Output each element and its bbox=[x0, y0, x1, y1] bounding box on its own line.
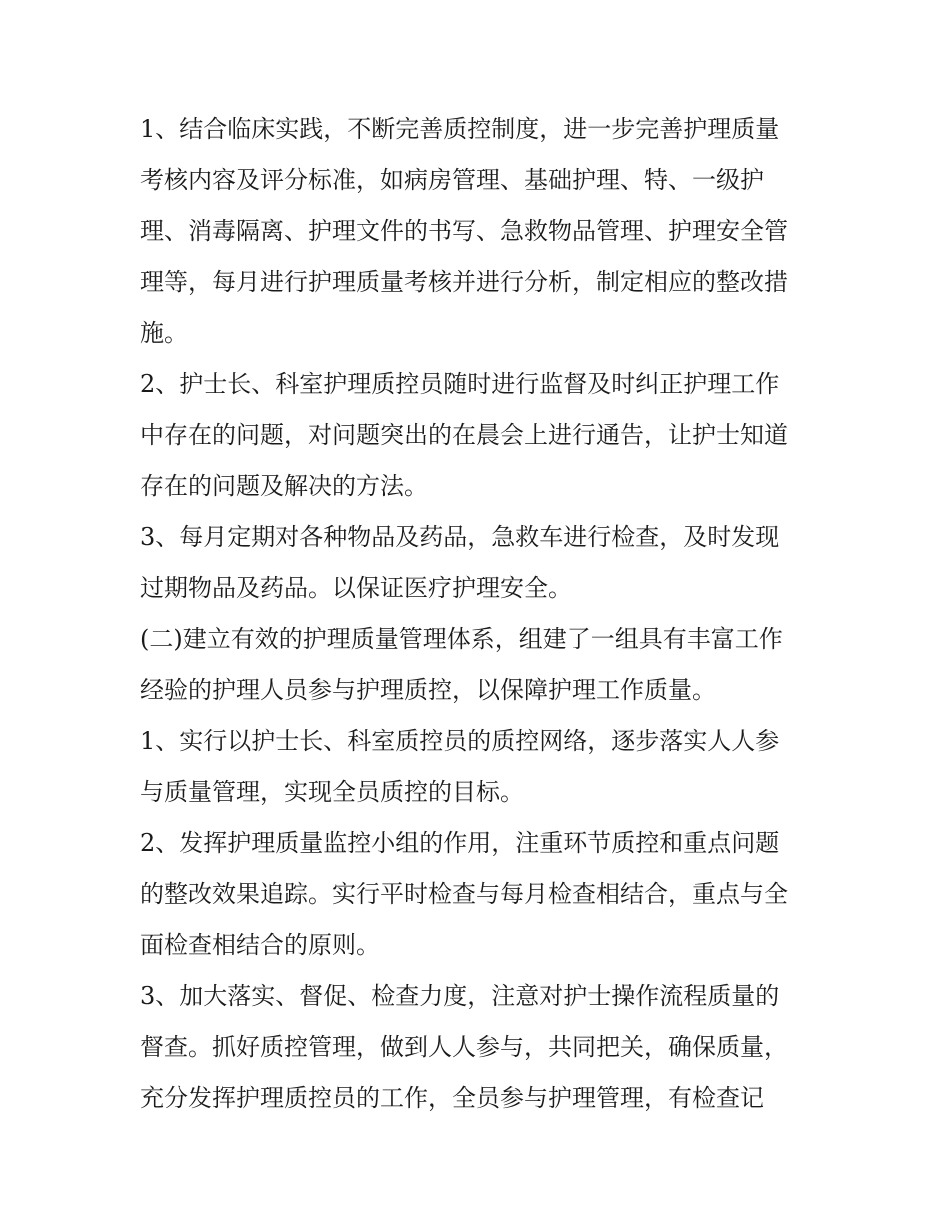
text-line: 1、实行以护士长、科室质控员的质控网络，逐步落实人人参 bbox=[140, 727, 780, 755]
text-line: 督查。抓好质控管理，做到人人参与，共同把关，确保质量， bbox=[140, 1033, 788, 1061]
text-line: 的整改效果追踪。实行平时检查与每月检查相结合，重点与全 bbox=[140, 880, 788, 908]
text-line: (二)建立有效的护理质量管理体系，组建了一组具有丰富工作 bbox=[140, 625, 783, 653]
text-line: 3、每月定期对各种物品及药品，急救车进行检查，及时发现 bbox=[140, 523, 780, 551]
text-line: 理、消毒隔离、护理文件的书写、急救物品管理、护理安全管 bbox=[140, 217, 788, 245]
text-line: 与质量管理，实现全员质控的目标。 bbox=[140, 778, 524, 806]
text-line: 3、加大落实、督促、检查力度，注意对护士操作流程质量的 bbox=[140, 982, 780, 1010]
text-line: 施。 bbox=[140, 319, 188, 347]
text-line: 面检查相结合的原则。 bbox=[140, 931, 380, 959]
text-line: 充分发挥护理质控员的工作，全员参与护理管理，有检查记 bbox=[140, 1084, 764, 1112]
text-line: 中存在的问题，对问题突出的在晨会上进行通告，让护士知道 bbox=[140, 421, 788, 449]
text-line: 1、结合临床实践，不断完善质控制度，进一步完善护理质量 bbox=[140, 115, 780, 143]
text-line: 过期物品及药品。以保证医疗护理安全。 bbox=[140, 574, 572, 602]
text-line: 理等，每月进行护理质量考核并进行分析，制定相应的整改措 bbox=[140, 268, 788, 296]
text-line: 2、护士长、科室护理质控员随时进行监督及时纠正护理工作 bbox=[140, 370, 780, 398]
text-line: 考核内容及评分标准，如病房管理、基础护理、特、一级护 bbox=[140, 166, 764, 194]
text-line: 2、发挥护理质量监控小组的作用，注重环节质控和重点问题 bbox=[140, 829, 780, 857]
text-line: 经验的护理人员参与护理质控，以保障护理工作质量。 bbox=[140, 676, 716, 704]
text-line: 存在的问题及解决的方法。 bbox=[140, 472, 428, 500]
document-body bbox=[140, 104, 812, 1124]
